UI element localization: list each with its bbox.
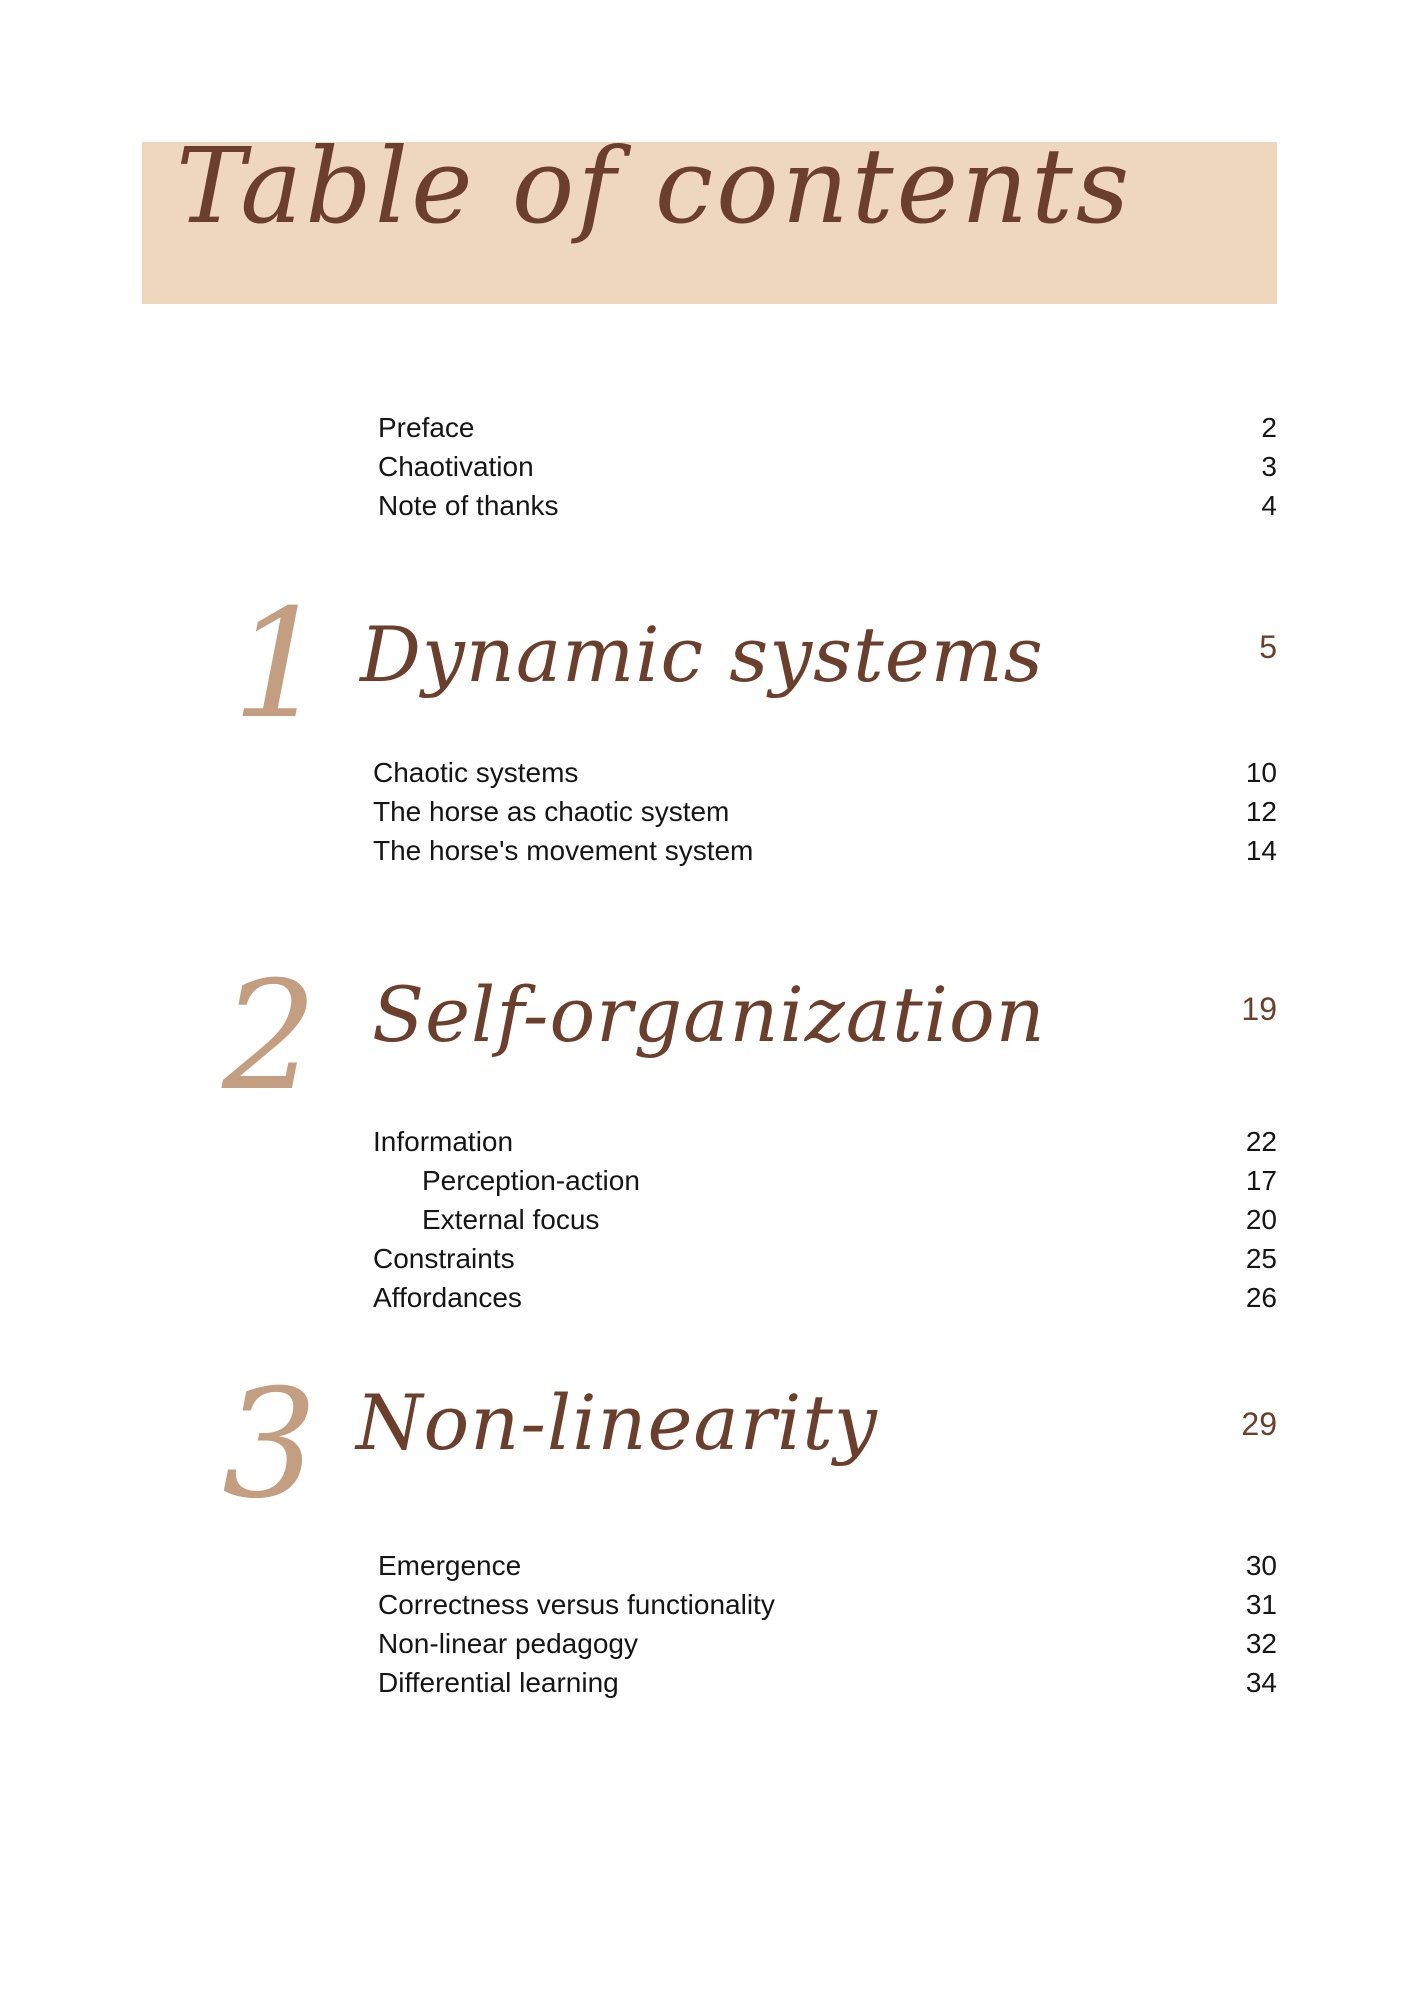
chapter-3-page: 29 xyxy=(1241,1406,1277,1442)
toc-page-note-of-thanks: 4 xyxy=(1261,490,1277,521)
chapter-3-title[interactable]: Non-linearity xyxy=(356,1378,878,1467)
chapter-1-number: 1 xyxy=(232,578,328,752)
toc-entry-chaotivation[interactable]: Chaotivation xyxy=(378,451,534,482)
chapter-3-number: 3 xyxy=(222,1358,318,1532)
toc-page-correctness-functionality: 31 xyxy=(1245,1589,1277,1620)
toc-page-differential-learning: 34 xyxy=(1245,1667,1277,1698)
toc-page-non-linear-pedagogy: 32 xyxy=(1245,1628,1277,1659)
toc-page-external-focus: 20 xyxy=(1245,1204,1277,1235)
toc-entry-constraints[interactable]: Constraints xyxy=(373,1243,515,1274)
toc-page-chaotivation: 3 xyxy=(1261,451,1277,482)
toc-page-chaotic-systems: 10 xyxy=(1245,757,1277,788)
toc-entry-preface[interactable]: Preface xyxy=(378,412,475,443)
toc-entry-horse-movement-system[interactable]: The horse's movement system xyxy=(373,835,754,866)
toc-entry-non-linear-pedagogy[interactable]: Non-linear pedagogy xyxy=(378,1628,638,1659)
toc-page-horse-movement-system: 14 xyxy=(1245,835,1277,866)
toc-entry-external-focus[interactable]: External focus xyxy=(422,1204,600,1235)
toc-page-constraints: 25 xyxy=(1245,1243,1277,1274)
toc-entry-information[interactable]: Information xyxy=(373,1126,514,1157)
toc-entry-correctness-functionality[interactable]: Correctness versus functionality xyxy=(378,1589,775,1620)
toc-entry-affordances[interactable]: Affordances xyxy=(373,1282,522,1313)
chapter-2-title[interactable]: Self-organization xyxy=(372,970,1046,1059)
chapter-1-page: 5 xyxy=(1259,629,1277,665)
toc-entry-chaotic-systems[interactable]: Chaotic systems xyxy=(373,757,579,788)
toc-entry-emergence[interactable]: Emergence xyxy=(378,1550,522,1581)
toc-page-information: 22 xyxy=(1245,1126,1277,1157)
toc-entry-note-of-thanks[interactable]: Note of thanks xyxy=(378,490,559,521)
toc-page-preface: 2 xyxy=(1261,412,1277,443)
toc-page-perception-action: 17 xyxy=(1245,1165,1277,1196)
toc-page-affordances: 26 xyxy=(1245,1282,1277,1313)
toc-page-horse-chaotic-system: 12 xyxy=(1245,796,1277,827)
page-title: Table of contents xyxy=(176,125,1133,247)
chapter-2-number: 2 xyxy=(222,950,318,1124)
toc-entry-perception-action[interactable]: Perception-action xyxy=(422,1165,640,1196)
toc-page-emergence: 30 xyxy=(1245,1550,1277,1581)
toc-entry-horse-chaotic-system[interactable]: The horse as chaotic system xyxy=(373,796,730,827)
chapter-1-title[interactable]: Dynamic systems xyxy=(360,610,1044,699)
chapter-2-page: 19 xyxy=(1241,991,1277,1027)
toc-entry-differential-learning[interactable]: Differential learning xyxy=(378,1667,619,1698)
